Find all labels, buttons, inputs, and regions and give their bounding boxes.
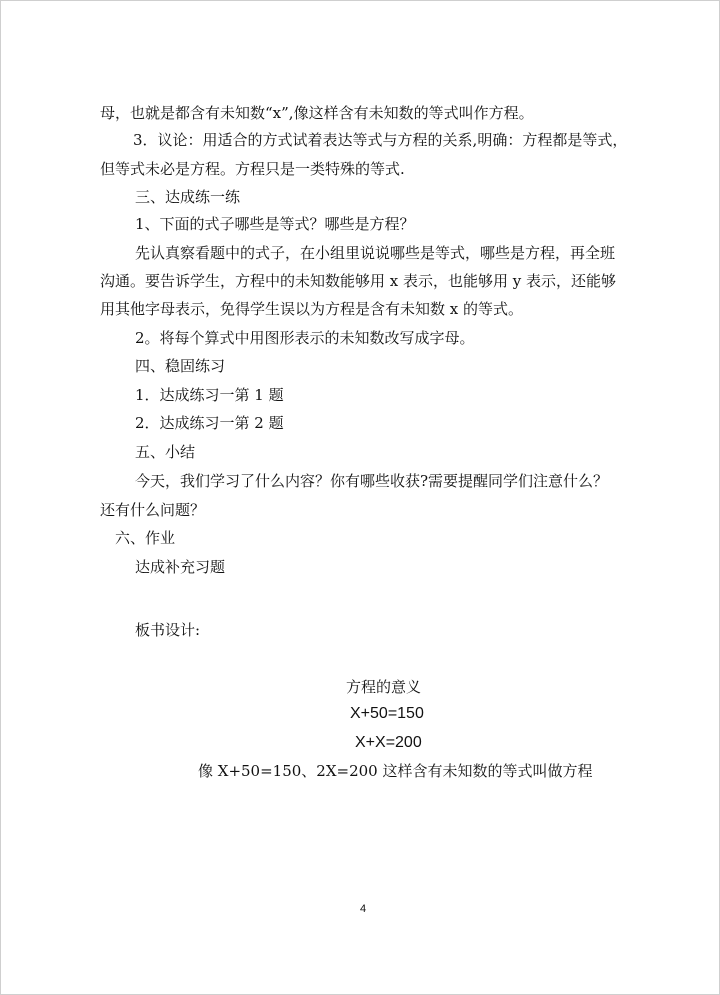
text-line-3: 但等式未必是方程。方程只是一类特殊的等式. xyxy=(100,160,405,178)
section-heading-4: 四、稳固练习 xyxy=(135,357,226,375)
text-line-7: 沟通。要告诉学生，方程中的未知数能够用 x 表示，也能够用 y 表示，还能够 xyxy=(100,272,617,290)
text-line-8: 用其他字母表示，免得学生误以为方程是含有未知数 x 的等式。 xyxy=(100,300,523,318)
board-summary: 像 X+50=150、2X=200 这样含有未知数的等式叫做方程 xyxy=(198,762,593,780)
text-line-2: 3．议论：用适合的方式试着表达等式与方程的关系,明确：方程都是等式， xyxy=(133,131,628,149)
board-title: 方程的意义 xyxy=(346,678,422,696)
text-line-12: 2．达成练习一第 2 题 xyxy=(135,414,284,432)
text-line-9: 2。将每个算式中用图形表示的未知数改写成字母。 xyxy=(135,329,475,347)
page-number: 4 xyxy=(360,903,367,915)
section-heading-3: 三、达成练一练 xyxy=(135,188,241,206)
section-heading-5: 五、小结 xyxy=(135,443,196,461)
text-line-15: 还有什么问题？ xyxy=(100,501,206,519)
text-line-14: 今天，我们学习了什么内容？你有哪些收获?需要提醒同学们注意什么？ xyxy=(135,472,609,490)
text-line-5: 1、下面的式子哪些是等式？哪些是方程？ xyxy=(135,215,415,233)
board-design-label: 板书设计: xyxy=(135,621,201,639)
text-line-1: 母，也就是都含有未知数“x”,像这样含有未知数的等式叫作方程。 xyxy=(100,104,534,122)
text-line-17: 达成补充习题 xyxy=(135,558,226,576)
text-line-6: 先认真察看题中的式子，在小组里说说哪些是等式，哪些是方程，再全班 xyxy=(135,244,616,262)
text-line-11: 1．达成练习一第 1 题 xyxy=(135,386,284,404)
board-equation-2: X+X=200 xyxy=(355,734,422,751)
section-heading-6: 六、作业 xyxy=(115,529,176,547)
board-equation-1: X+50=150 xyxy=(350,705,424,722)
